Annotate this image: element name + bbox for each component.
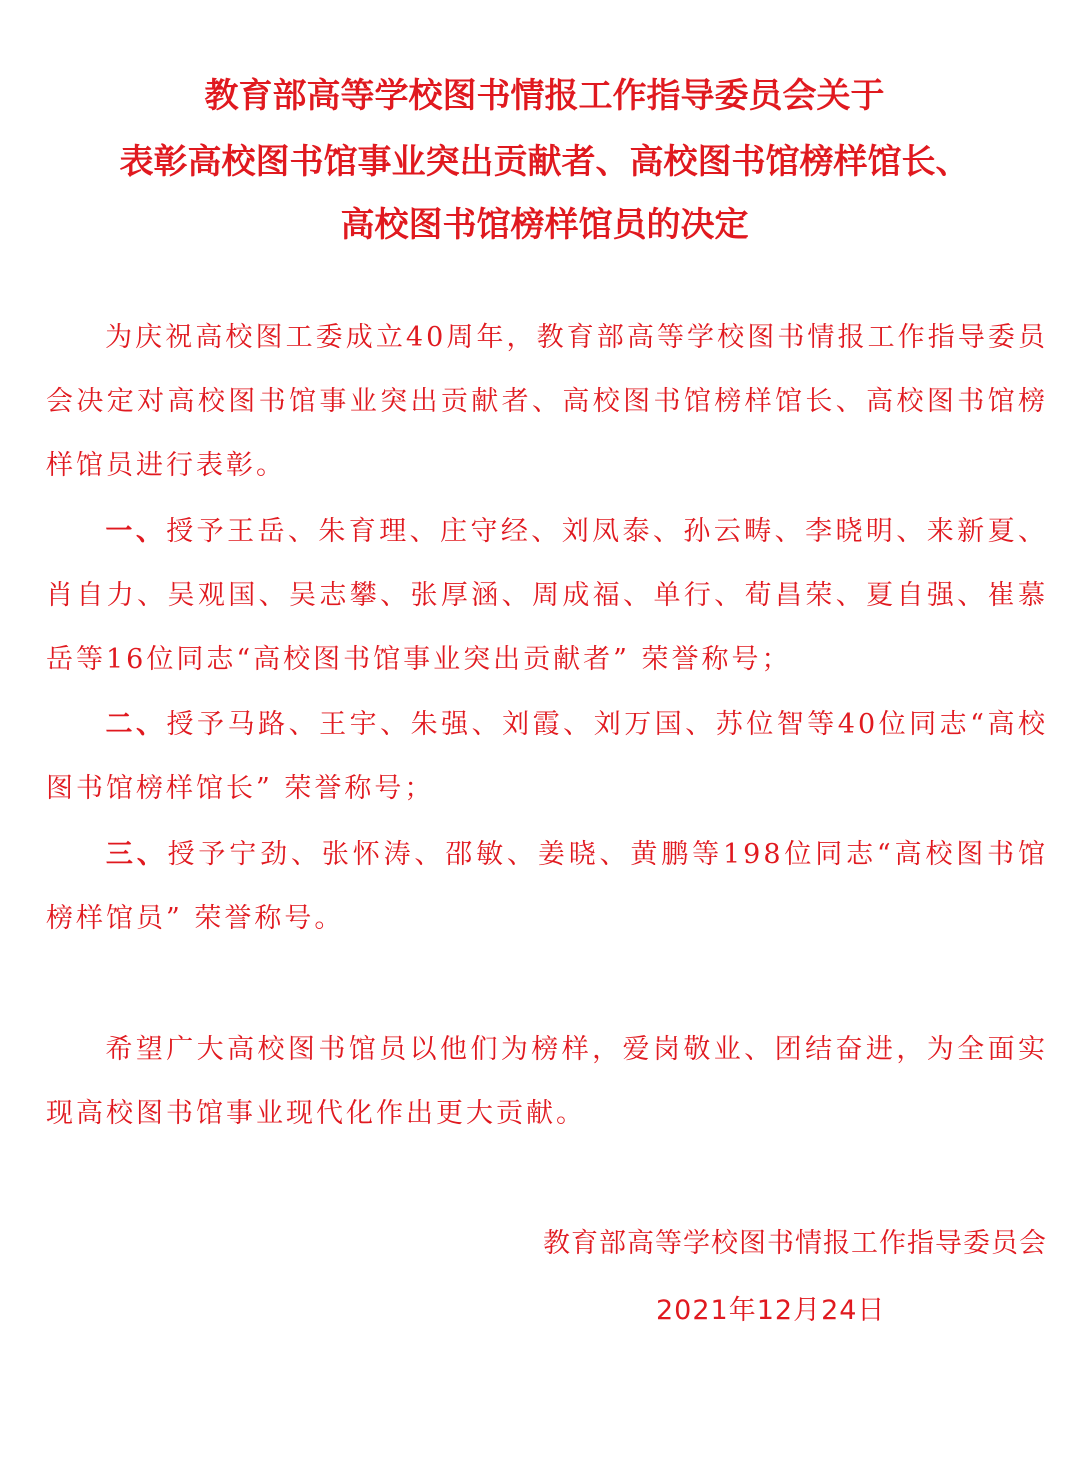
award-item-3 — [46, 823, 1048, 951]
item-number-2: 二、 — [105, 709, 167, 740]
item-number-1: 一、 — [105, 516, 167, 547]
signature-date: 2021年12月24日 — [656, 1295, 886, 1326]
closing-paragraph — [46, 1018, 1048, 1146]
signature-organization: 教育部高等学校图书情报工作指导委员会 — [543, 1228, 1047, 1259]
intro-text: 为庆祝高校图工委成立40周年，教育部高等学校图书情报工作指导委员会决定对高校图书馆事业突出贡献者、高校图书馆榜样馆长、高校图书馆榜样馆员进行表彰。 — [46, 322, 1048, 481]
award-item-2 — [46, 693, 1048, 821]
closing-text: 希望广大高校图书馆员以他们为榜样，爱岗敬业、团结奋进，为全面实现高校图书馆事业现代化作出更大贡献。 — [46, 1034, 1048, 1129]
item-text-3: 授予宁劲、张怀涛、邵敏、姜晓、黄鹏等198位同志“高校图书馆榜样馆员” 荣誉称号。 — [46, 839, 1049, 934]
item-number-3: 三、 — [105, 839, 168, 870]
title-line-1: 教育部高等学校图书情报工作指导委员会关于 — [204, 76, 885, 116]
item-text-1: 授予王岳、朱育理、庄守经、刘凤泰、孙云畴、李晓明、来新夏、肖自力、吴观国、吴志攀、张厚涵、周成福、单行、荀昌荣、夏自强、崔慕岳等16位同志“高校图书馆事业突出贡献者” 荣誉称号； — [46, 516, 1049, 675]
title-line-2: 表彰高校图书馆事业突出贡献者、高校图书馆榜样馆长、 — [119, 142, 970, 182]
intro-paragraph — [46, 306, 1048, 498]
item-text-2: 授予马路、王宇、朱强、刘霞、刘万国、苏位智等40位同志“高校图书馆榜样馆长” 荣誉称号； — [46, 709, 1049, 804]
title-line-3: 高校图书馆榜样馆员的决定 — [340, 205, 749, 245]
award-item-1 — [46, 500, 1048, 692]
